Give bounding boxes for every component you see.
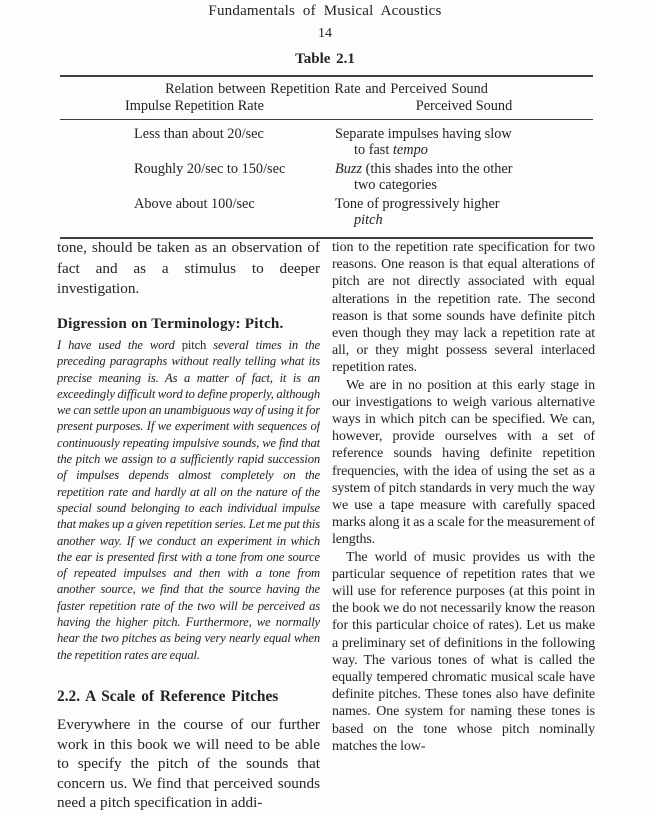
text-run: tion to the repetition rate specification for two reasons. One reason is that equal alterations of pitch are not directly associated with equal alterations in the repetition rate. The second reason is that some sounds have definite pitch even though they may lack a repetition rate at all, or they might possess several interlaced repetition rates. — [332, 240, 595, 376]
text-run: I have used the word — [57, 338, 182, 352]
text-run: (this shades into the other — [362, 161, 513, 177]
table-caption: Relation between Repetition Rate and Perceived Sound — [165, 81, 488, 97]
table-label: Table 2.1 — [295, 51, 355, 67]
italic-text: Buzz — [335, 161, 363, 177]
table-header-row — [60, 99, 593, 120]
sound-line-2 — [335, 143, 589, 159]
table-body — [60, 120, 593, 237]
table-2-1 — [60, 75, 593, 239]
body-right-column — [332, 236, 595, 814]
body-left-column — [57, 236, 320, 814]
sound-line-2 — [335, 213, 589, 229]
column-header-impulse-repetition-rate: Impulse Repetition Rate — [125, 98, 264, 114]
body-paragraph — [332, 239, 595, 377]
sound-cell — [335, 127, 593, 158]
text-run: tone, should be taken as an observation of fact and as a stimulus to deeper investigation. — [57, 239, 320, 297]
rate-cell: Above about 100/sec — [134, 196, 255, 212]
text-run: Separate impulses having slow — [335, 126, 512, 142]
text-run: several times in the preceding paragraphs without really telling what its precise meaning is. As a matter of fact, it is an exceedingly difficult word to define properly, although we can settle upon an unambiguous way of using it for present purposes. If we experiment with sequences of continuously repeating impulsive sounds, we find that the pitch we assign to a sufficiently rapid succession of impulses depends almost completely on the repetition rate and hardly at all on the nature of the special sound belonging to each individual impulse that makes up a given repetition series. Let me put this another way. If we conduct an experiment in which the ear is presented first with a tone from one source of repeated impulses and then with a tone from another source, we find that the source having the faster repetition rate of the two will be perceived as having the higher pitch. Furthermore, we normally hear the two pitches as being very nearly equal when the repetition rates are equal. — [57, 338, 320, 662]
section-paragraph — [57, 715, 320, 813]
sound-cell — [335, 162, 593, 193]
text-run: The world of music provides us with the particular sequence of repetition rates that we will use for reference purposes (at this point in the book we do not necessarily know the reason for this particular choice of rates). Let us make a preliminary set of definitions in the following way. The various tones of what is called the equally tempered chromatic musical scale have definite pitches. These tones also have definite names. One system for naming these tones is based on the tone whose pitch nominally matches the low- — [332, 549, 595, 754]
table-row — [60, 162, 593, 193]
text-run: two categories — [354, 176, 437, 193]
text-run: Tone of progressively higher — [335, 196, 500, 212]
digression-paragraph — [57, 337, 320, 663]
text-run: 2.2. A Scale of Reference Pitches — [57, 688, 279, 705]
section-heading — [57, 688, 320, 706]
continuation-paragraph — [57, 238, 320, 300]
italic-text: pitch — [354, 211, 383, 228]
sound-cell — [335, 197, 593, 228]
text-run: Digression on Terminology: Pitch. — [57, 315, 284, 332]
body-paragraph — [332, 377, 595, 549]
text-run: We are in no position at this early stage in our investigations to weigh various alternative ways in which pitch can be specified. We can, however, provide ourselves with a set of reference sounds having definite repetition frequencies, with the idea of using the set as a system of pitch standards in very much the way we use a tape measure with carefully spaced marks along it as a scale for the measurement of lengths. — [332, 377, 595, 548]
text-run: Everywhere in the course of our further work in this book we will need to be able to specify the pitch of the sounds that concern us. We find that perceived sounds need a pitch specification in addi- — [57, 716, 320, 812]
table-row — [60, 197, 593, 228]
column-header-perceived-sound: Perceived Sound — [415, 98, 513, 114]
body-paragraph — [332, 549, 595, 755]
text-run: to fast — [354, 141, 393, 158]
rate-cell: Less than about 20/sec — [134, 126, 264, 142]
sound-line-1 — [335, 162, 589, 178]
sound-line-1 — [335, 197, 589, 213]
italic-text: tempo — [392, 141, 428, 158]
page-number: 14 — [318, 26, 332, 41]
running-head: Fundamentals of Musical Acoustics — [208, 3, 442, 19]
table-row — [60, 127, 593, 158]
sound-line-2 — [335, 178, 589, 194]
sound-line-1 — [335, 127, 589, 143]
digression-heading — [57, 315, 320, 333]
rate-cell: Roughly 20/sec to 150/sec — [134, 161, 286, 177]
roman-text: pitch — [181, 338, 207, 352]
